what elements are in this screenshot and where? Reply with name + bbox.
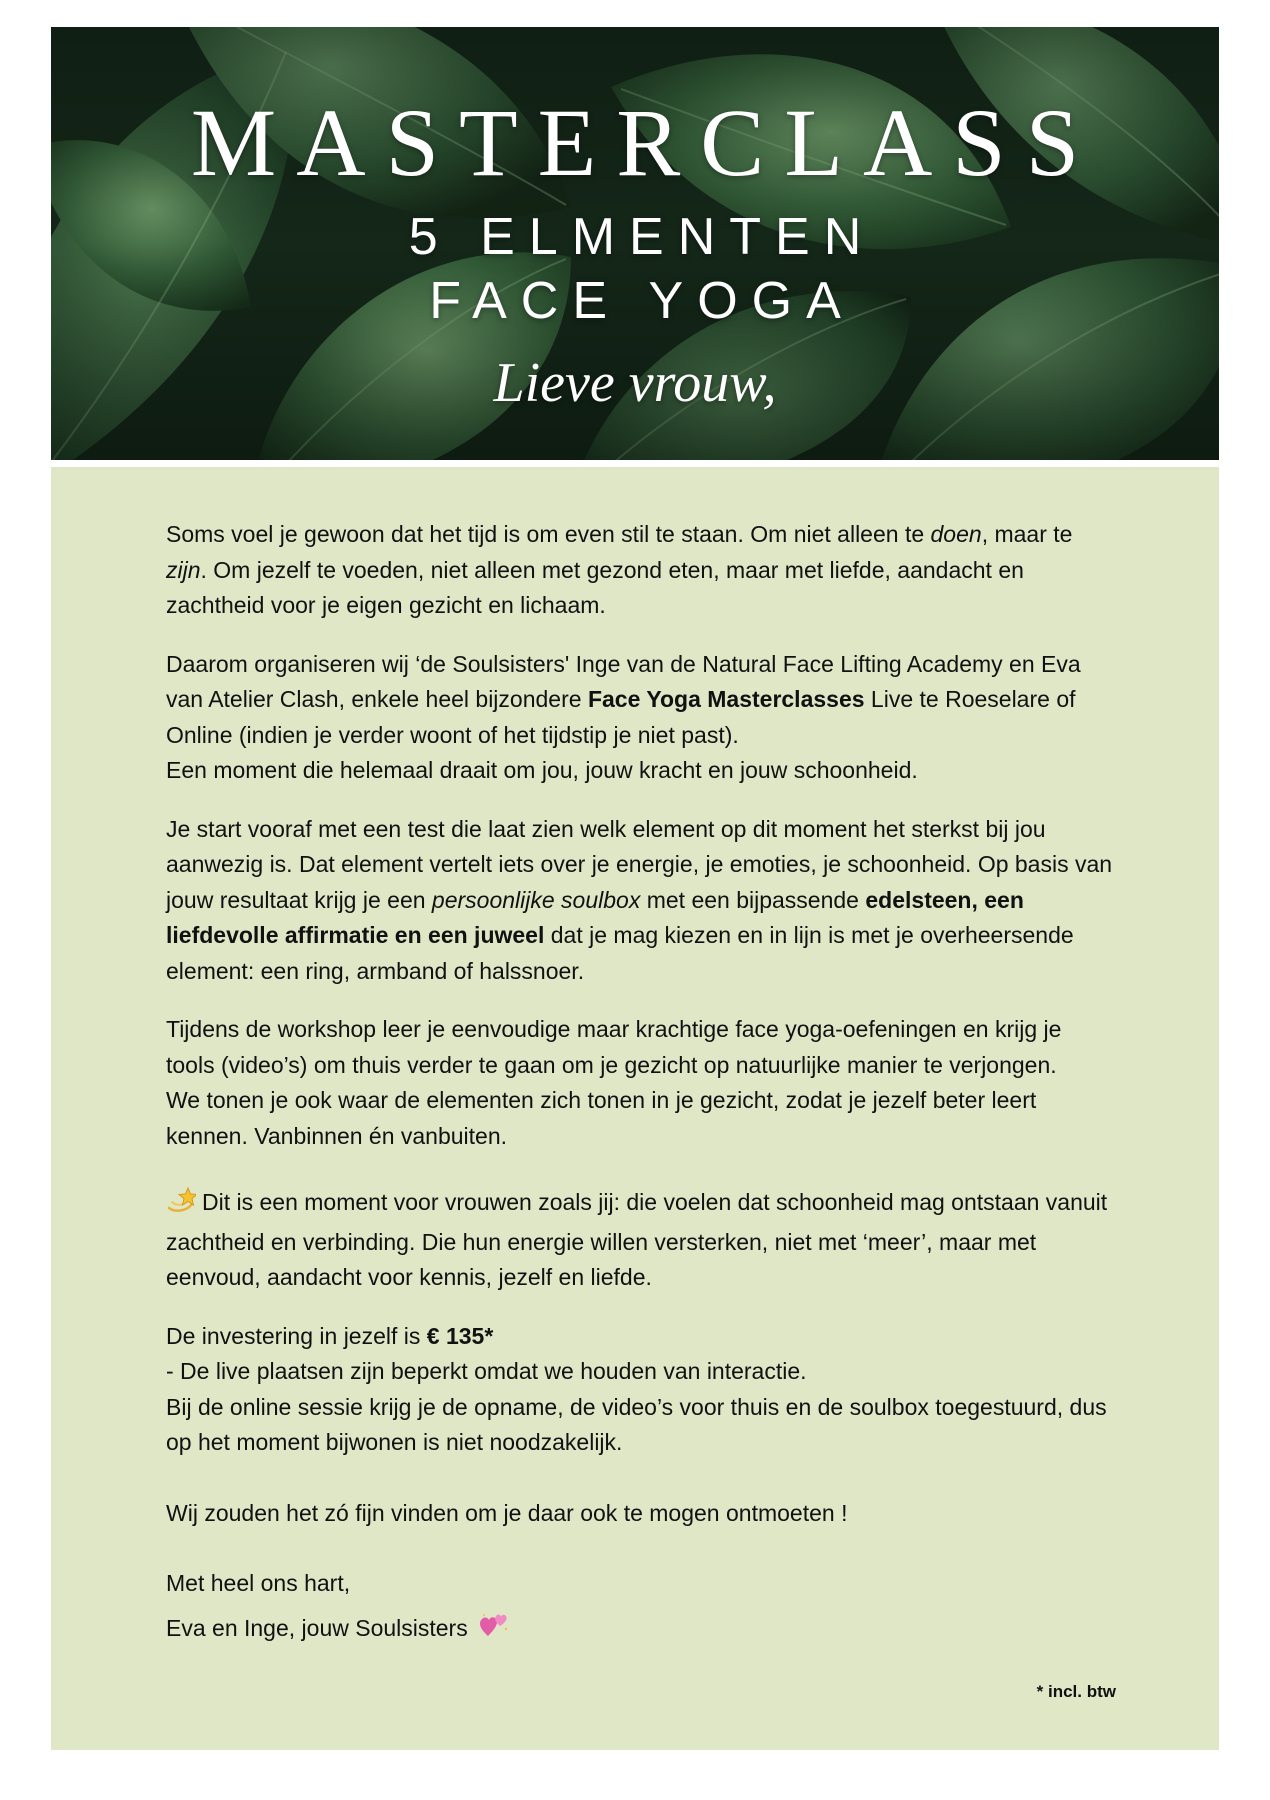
hero-banner <box>51 27 1219 460</box>
price: € 135* <box>426 1322 494 1349</box>
signature-line: Eva en Inge, jouw Soulsisters <box>166 1610 1116 1651</box>
paragraph-invitation: Wij zouden het zó fijn vinden om je daar ook te mogen ontmoeten ! <box>166 1499 848 1526</box>
paragraph-investment: De investering in jezelf is € 135* - De live plaatsen zijn beperkt omdat we houden van interactie. Bij de online sessie krijg je de opname, de video’s voor thuis en de soulbox toegestuurd, dus op het moment bijwonen is niet noodzakelijk. <box>166 1322 1107 1455</box>
paragraph-intro: Soms voel je gewoon dat het tijd is om even stil te staan. Om niet alleen te doen, maar te zijn. Om jezelf te voeden, niet alleen met gezond eten, maar met liefde, aandacht en zachtheid voor je eigen gezicht en lichaam. <box>166 521 1073 618</box>
subtitle-line-1: 5 ELMENTEN <box>408 208 876 266</box>
closing-line: Met heel ons hart, <box>166 1570 351 1596</box>
footnote-vat: * incl. btw <box>1036 1682 1116 1701</box>
paragraph-for-women: Dit is een moment voor vrouwen zoals jij: die voelen dat schoonheid mag ontstaan vanuit zachtheid en verbinding. Die hun energie willen versterken, niet met ‘meer’, maar met eenvoud, aandacht voor kennis, jezelf en liefde. <box>166 1185 1116 1296</box>
subtitle-line-2: FACE YOGA <box>429 272 855 330</box>
dizzy-star-icon <box>166 1186 196 1225</box>
paragraph-soulbox: Je start vooraf met een test die laat zien welk element op dit moment het sterkst bij jou aanwezig is. Dat element vertelt iets over je energie, je emoties, je schoonheid. Op basis van jouw resultaat krijg je een persoonlijke soulbox met een bijpassende edelsteen, een liefdevolle affirmatie en een juweel dat je mag kiezen en in lijn is met je overheersende element: een ring, armband of halssnoer. <box>166 815 1113 984</box>
two-hearts-icon <box>478 1610 510 1651</box>
letter-body <box>166 517 1116 1650</box>
content-panel <box>51 467 1219 1750</box>
paragraph-organizers: Daarom organiseren wij ‘de Soulsisters' Inge van de Natural Face Lifting Academy en Eva van Atelier Clash, enkele heel bijzondere Face Yoga Masterclasses Live te Roeselare of Online (indien je verder woont of het tijdstip je niet past). Een moment die helemaal draait om jou, jouw kracht en jouw schoonheid. <box>166 650 1081 783</box>
paragraph-workshop: Tijdens de workshop leer je eenvoudige maar krachtige face yoga-oefeningen en krijg je tools (video’s) om thuis verder te gaan om je gezicht op natuurlijke manier te verjongen. We tonen je ook waar de elementen zich tonen in je gezicht, zodat je jezelf beter leert kennen. Vanbinnen én vanbuiten. <box>166 1016 1062 1149</box>
greeting-script: Lieve vrouw, <box>493 352 777 414</box>
masterclass-title: MASTERCLASS <box>190 89 1100 196</box>
